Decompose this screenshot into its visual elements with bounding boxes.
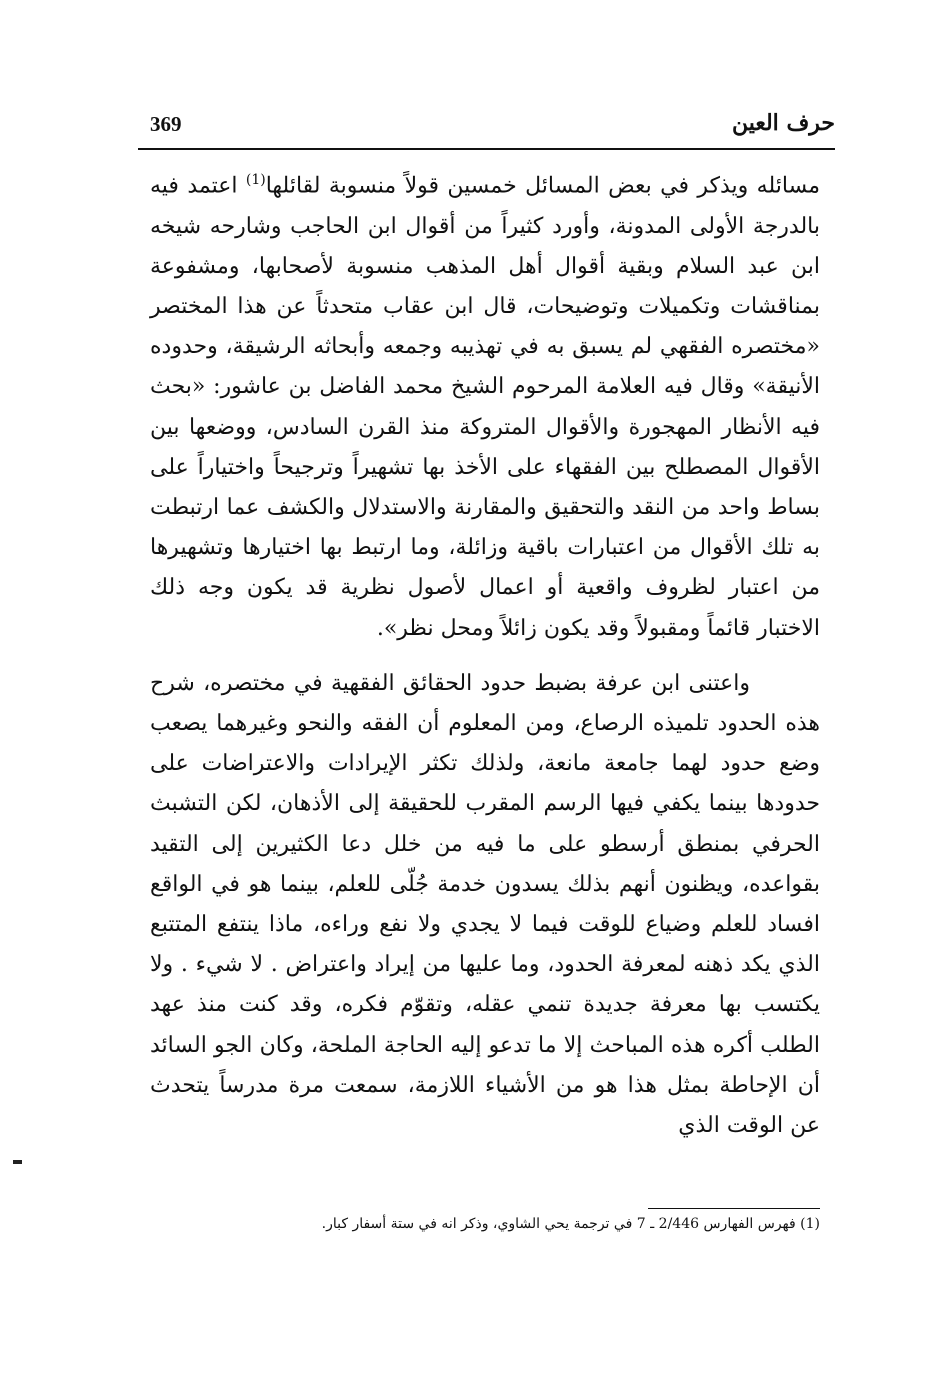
footnote-reference: (1)	[245, 172, 266, 188]
footnote: (1) فهرس الفهارس 2/446 ـ 7 في ترجمة يحي الشاوي، وذكر انه في ستة أسفار كبار.	[321, 1216, 820, 1232]
paragraph-1-rest: اعتمد فيه بالدرجة الأولى المدونة، وأورد كثيراً من أقوال ابن الحاجب وشارحه شيخه ابن عبد السلام وبقية أقوال أهل المذهب منسوبة لأصحابها، ومشفوعة بمناقشات وتكميلات وتوضيحات، قال ابن عقاب متحدثاً عن هذا المختصر «مختصره الفقهي لم يسبق به في تهذيبه وجمعه وأبحاثه الرشيقة، وحدوده الأنيقة» وقال فيه العلامة المرحوم الشيخ محمد الفاضل بن عاشور: «بحث فيه الأنظار المهجورة والأقوال المتروكة منذ القرن السادس، ووضعها بين الأقوال المصطلح بين الفقهاء على الأخذ بها تشهيراً وترجيحاً واختياراً على بساط واحد من النقد والتحقيق والمقارنة والاستدلال والكشف عما ارتبطت به تلك الأقوال من اعتبارات باقية وزائلة، وما ارتبط بها اختيارها وتشهيرها من اعتبار لظروف واقعية أو اعمال لأصول نظرية قد يكون وجه ذلك الاختبار قائماً ومقبولاً وقد يكون زائلاً ومحل نظر».	[150, 173, 821, 641]
page-number: 369	[150, 112, 182, 136]
footnote-separator	[648, 1208, 820, 1209]
margin-mark	[13, 1160, 22, 1164]
body-text	[150, 160, 820, 1146]
paragraph-1-start: مسائله ويذكر في بعض المسائل خمسين قولاً منسوبة لقائلها	[265, 173, 820, 199]
paragraph-2: واعتنى ابن عرفة بضبط حدود الحقائق الفقهية في مختصره، شرح هذه الحدود تلميذه الرصاع، ومن المعلوم أن الفقه والنحو وغيرهما يصعب وضع حدود لهما جامعة مانعة، ولذلك تكثر الإيرادات والاعتراضات على حدودها بينما يكفي فيها الرسم المقرب للحقيقة إلى الأذهان، لكن التشبث الحرفي بمنطق أرسطو على ما فيه من خلل دعا الكثيرين إلى التقيد بقواعده، ويظنون أنهم بذلك يسدون خدمة جُلّى للعلم، بينما هو في الواقع افساد للعلم وضياع للوقت فيما لا يجدي ولا نفع وراءه، ماذا ينتفع المتتبع الذي يكد ذهنه لمعرفة الحدود، وما عليها من إيراد واعتراض . لا شيء . ولا يكتسب بها معرفة جديدة تنمي عقله، وتقوّم فكره، وقد كنت منذ عهد الطلب أكره هذه المباحث إلا ما تدعو إليه الحاجة الملحة، وكان الجو السائد أن الإحاطة بمثل هذا هو من الأشياء اللازمة، سمعت مرة مدرساً يتحدث عن الوقت الذي	[150, 670, 820, 1138]
running-title: حرف العين	[731, 110, 835, 136]
paragraph-1	[150, 160, 820, 649]
page-header	[138, 108, 835, 150]
